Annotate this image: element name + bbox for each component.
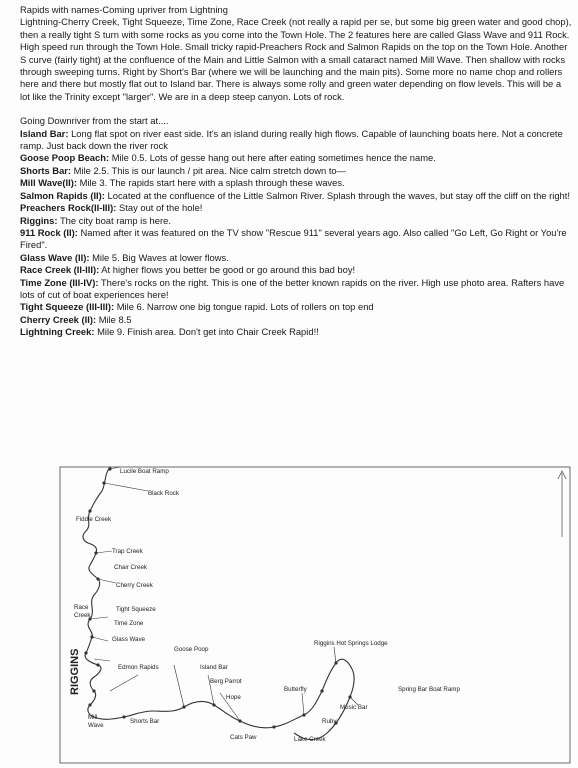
label-edmon-rapids: Edmon Rapids <box>118 664 159 671</box>
list-item: Preachers Rock(II-III): Stay out of the hole! <box>20 202 203 214</box>
label-riggins-hot-springs: Riggins Hot Springs Lodge <box>314 640 388 647</box>
list-item: Riggins: The city boat ramp is here. <box>20 214 171 226</box>
label-spring-bar: Spring Bar Boat Ramp <box>398 686 460 693</box>
intro-paragraph: Lightning-Cherry Creek, Tight Squeeze, Time Zone, Race Creek (not really a rapid per se, but some big green water and good chop), then a really tight S turn with some rocks as you come into the Town Hole. The 2 features here are called Glass Wave and 911 Rock. High speed run through the Town Hole. Small tricky rapid-Preachers Rock and Salmon Rapids on the top on the Town Hole. Another S curve (fairly tight) at the confluence of the Main and Little Salmon with a small cataract named Mill Wave. Then shallow with rocks through sweeping turns. Right by Short's Bar (where we will be launching and the main pits). Some more no name chop and rollers here and there but mostly flat out to Island bar. There is always some rolly and green water depending on flow levels. This will be a lot like the Trinity except "larger". We are in a deep steep canyon. Lots of rock. <box>20 16 572 102</box>
list-item: 911 Rock (II): Named after it was featured on the TV show "Rescue 911" several years ago. Also called "Go Left, Go Right or You're Fired". <box>20 226 567 251</box>
label-shorts-bar: Shorts Bar <box>130 718 160 725</box>
label-fiddle-creek: Fiddle Creek <box>76 516 112 523</box>
list-item: Shorts Bar: Mile 2.5. This is our launch / pit area. Nice calm stretch down to— <box>20 164 347 176</box>
rapid-list <box>20 128 572 339</box>
document-text <box>20 4 572 339</box>
list-item: Salmon Rapids (II): Located at the confluence of the Little Salmon River. Splash through the waves, but stay off the cliff on the right! <box>20 189 570 201</box>
label-cats-paw: Cats Paw <box>230 734 257 741</box>
label-race: Race <box>74 604 89 611</box>
label-mill-wave: Wave <box>88 722 104 729</box>
label-black-rock: Black Rock <box>148 490 179 497</box>
label-chair-creek: Chair Creek <box>114 564 148 571</box>
label-glass-wave: Glass Wave <box>112 636 146 643</box>
label-mill: Mill <box>88 714 98 721</box>
list-item: Island Bar: Long flat spot on river east side. It's an island during really high flows. Capable of launching boats here. Not a concrete ramp. Just back down the river rock <box>20 127 563 152</box>
label-island-bar: Island Bar <box>200 664 228 671</box>
map-markers <box>84 467 351 728</box>
label-lucile: Lucile Boat Ramp <box>120 468 169 475</box>
list-item: Tight Squeeze (III-III): Mile 6. Narrow one big tongue rapid. Lots of rollers on top end <box>20 301 374 313</box>
list-item: Mill Wave(II): Mile 3. The rapids start here with a splash through these waves. <box>20 177 345 189</box>
label-lake-creek: Lake Creek <box>294 736 326 743</box>
label-ruby: Ruby <box>322 718 337 725</box>
label-berg-parrot: Berg Parrot <box>210 678 242 685</box>
label-hope: Hope <box>226 694 241 701</box>
list-item: Glass Wave (II): Mile 5. Big Waves at lower flows. <box>20 251 229 263</box>
label-riggins: RIGGINS <box>69 648 81 695</box>
label-cherry-creek: Cherry Creek <box>116 582 153 589</box>
heading: Rapids with names-Coming upriver from Lightning <box>20 4 228 15</box>
river-line <box>83 467 354 740</box>
list-item: Cherry Creek (II): Mile 8.5 <box>20 313 132 325</box>
label-trap-creek: Trap Creek <box>112 548 143 555</box>
label-butterfly: Butterfly <box>284 686 307 693</box>
list-item: Race Creek (II-III): At higher flows you better be good or go around this bad boy! <box>20 264 356 276</box>
label-tight-squeeze: Tight Squeeze <box>116 606 156 613</box>
label-time-zone: Time Zone <box>114 620 144 627</box>
label-race-creek: Creek <box>74 612 91 619</box>
list-item: Time Zone (III-IV): There's rocks on the right. This is one of the better known rapids on the river. High use photo area. Rafters have lots of cut of boat experiences here! <box>20 276 565 300</box>
label-goose-poop: Goose Poop <box>174 646 209 653</box>
label-music-bar: Music Bar <box>340 704 368 711</box>
list-item: Goose Poop Beach: Mile 0.5. Lots of gesse hang out here after eating sometimes hence the name. <box>20 152 436 164</box>
downriver-heading: Going Downriver from the start at.... <box>20 115 169 127</box>
list-item: Lightning Creek: Mile 9. Finish area. Don't get into Chair Creek Rapid!! <box>20 326 319 338</box>
river-map <box>58 465 574 765</box>
